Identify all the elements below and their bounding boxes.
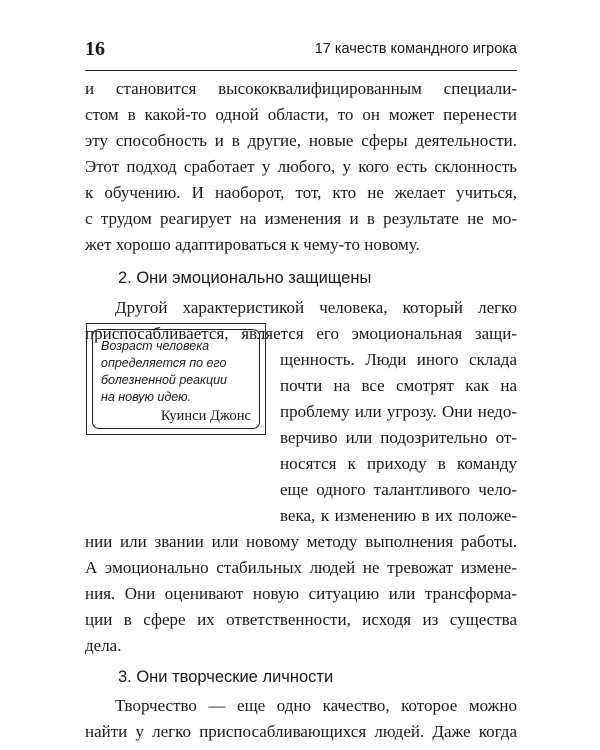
text-line: проблему или угрозу. Они недо-: [280, 402, 517, 421]
text-line: Другой характеристикой человека, который легко: [115, 298, 517, 317]
text-line: нии или звании или новому методу выполнения работы.: [85, 532, 517, 551]
text-line: века, к изменению в их положе-: [280, 506, 517, 525]
page-number: 16: [85, 38, 105, 60]
text-line: дела.: [85, 636, 122, 655]
text-line: найти у легко приспосабливающихся людей. Даже когда: [85, 722, 517, 741]
text-line: и становится высококвалифицированным специали-: [85, 79, 517, 98]
text-line: Творчество — еще одно качество, которое можно: [115, 696, 517, 715]
quote-author: Куинси Джонс: [160, 408, 251, 424]
text-line: к обучению. И наоборот, тот, кто не желает учиться,: [85, 183, 517, 202]
text-line: приспосабливается, является его эмоциональная защи-: [85, 324, 517, 343]
text-line: эту способность и в другие, новые сферы деятельности.: [85, 131, 517, 150]
page-header: [85, 34, 517, 71]
running-title: 17 качеств командного игрока: [314, 41, 517, 57]
quote-frame: [92, 329, 260, 429]
section-heading-2: 2. Они эмоционально защищены: [118, 269, 372, 287]
text-line: ции в сфере их ответственности, исходя из существа: [85, 610, 517, 629]
quote-box: [86, 323, 266, 435]
text-line: жет хорошо адаптироваться к чему-то новому.: [85, 235, 420, 254]
text-line: стом в какой-то одной области, то он может перенести: [85, 105, 517, 124]
text-line: носятся к приходу в команду: [280, 454, 517, 473]
section-heading-3: 3. Они творческие личности: [118, 668, 334, 686]
text-line: А эмоционально стабильных людей не тревожат измене-: [85, 558, 517, 577]
text-line: щенность. Люди иного склада: [280, 350, 517, 369]
text-line: Этот подход сработает у любого, у кого есть склонность: [85, 157, 517, 176]
text-line: еще одного талантливого чело-: [280, 480, 517, 499]
text-line: почти на все смотрят как на: [280, 376, 517, 395]
quote-text: Возраст человека определяется по его болезненной реакции на новую идею.: [101, 339, 228, 404]
text-line: верчиво или подозрительно от-: [280, 428, 517, 447]
text-line: с трудом реагирует на изменения и в результате не мо-: [85, 209, 517, 228]
text-line: ния. Они оценивают новую ситуацию или трансформа-: [85, 584, 517, 603]
